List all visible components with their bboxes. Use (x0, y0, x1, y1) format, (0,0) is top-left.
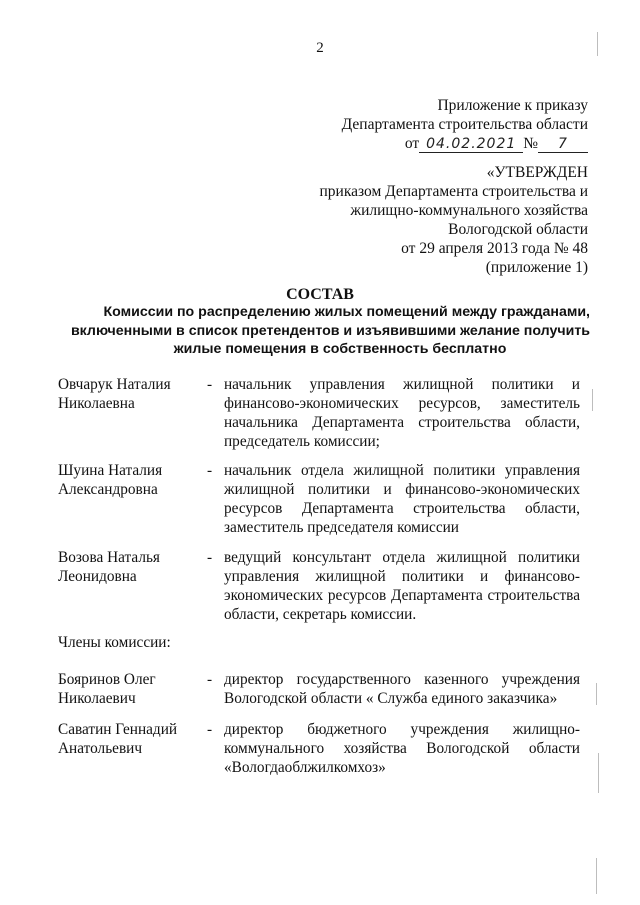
scan-artifact-line (598, 753, 599, 793)
approved-line-1: «УТВЕРЖДЕН (486, 164, 588, 181)
appendix-number-handwritten: 7 (558, 136, 568, 152)
document-title: СОСТАВ (286, 286, 354, 303)
approved-line-3: жилищно-коммунального хозяйства (350, 202, 588, 219)
entry-dash: - (207, 721, 213, 738)
approved-line-4: Вологодской области (448, 221, 588, 238)
document-subtitle (60, 303, 590, 359)
subtitle-line-2: включенными в список претендентов и изъявившими желание получить (70, 322, 590, 339)
subtitle-line-3: жилые помещения в собственность бесплатно (173, 341, 507, 357)
scan-artifact-line (596, 858, 597, 894)
scan-artifact-line (597, 32, 598, 56)
member-description: ведущий консультант отдела жилищной политики управления жилищной политики и финансово-экономических ресурсов Департамента строительства области, секретарь комиссии. (224, 549, 580, 623)
appendix-date-field (419, 136, 523, 153)
approved-block (319, 163, 588, 277)
member-description: начальник управления жилищной политики и финансово-экономических ресурсов, заместитель начальника Департамента строительства области, председатель комиссии; (224, 376, 580, 450)
approved-line-6: (приложение 1) (485, 259, 588, 276)
scan-artifact-line (596, 683, 597, 705)
members-label: Члены комиссии: (58, 634, 171, 651)
member-name: Бояринов Олег Николаевич (58, 671, 156, 707)
appendix-number-sign: № (523, 135, 538, 152)
member-description: начальник отдела жилищной политики управления жилищной политики и финансово-экономических ресурсов Департамента строительства области, заместитель председателя комиссии (224, 462, 580, 536)
entry-dash: - (207, 462, 213, 479)
entry-dash: - (207, 376, 213, 393)
subtitle-line-1: Комиссии по распределению жилых помещений между гражданами, (103, 304, 590, 320)
entry-dash: - (207, 549, 213, 566)
commission-entry-deputy-chair (58, 461, 583, 541)
approved-line-5: от 29 апреля 2013 года № 48 (401, 240, 588, 257)
member-description: директор бюджетного учреждения жилищно-коммунального хозяйства Вологодской области «Вологдаоблжилкомхоз» (224, 721, 580, 776)
appendix-date-handwritten: 04.02.2021 (426, 136, 517, 152)
commission-entry-chair (58, 375, 583, 455)
appendix-date-line (342, 134, 588, 153)
approved-line-2: приказом Департамента строительства и (319, 183, 588, 200)
member-name: Шуина Наталия Александровна (58, 462, 163, 498)
scan-artifact-line (592, 389, 593, 411)
page-number: 2 (316, 40, 324, 56)
appendix-line-2: Департамента строительства области (341, 116, 588, 133)
appendix-header (342, 96, 588, 153)
commission-entry-secretary (58, 548, 583, 628)
entry-dash: - (207, 671, 213, 688)
commission-entry-member-2 (58, 720, 583, 782)
appendix-number-field (538, 136, 588, 153)
appendix-from-label: от (404, 135, 420, 152)
member-name: Овчарук Наталия Николаевна (58, 376, 171, 412)
member-description: директор государственного казенного учреждения Вологодской области « Служба единого заказчика» (224, 671, 580, 707)
appendix-line-1: Приложение к приказу (437, 97, 588, 114)
member-name: Возова Наталья Леонидовна (58, 549, 160, 585)
commission-entry-member-1 (58, 670, 583, 714)
member-name: Саватин Геннадий Анатольевич (58, 721, 178, 757)
